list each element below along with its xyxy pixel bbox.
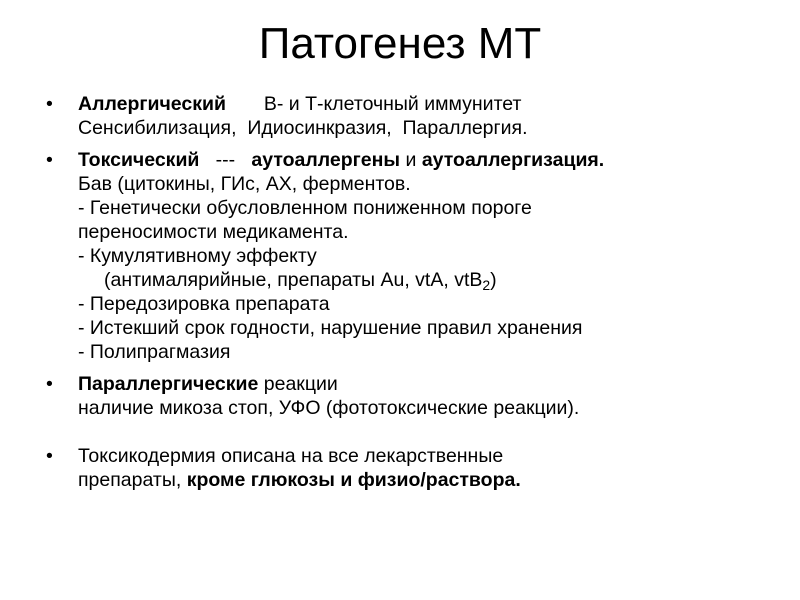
bullet-icon: • — [46, 93, 53, 115]
toxic-line-6-main: (антималярийные, препараты Au, vtA, vtB — [104, 269, 483, 291]
bullet-icon: • — [46, 445, 53, 467]
list-item-allergic — [40, 92, 780, 140]
allergic-label: Аллергический — [78, 93, 226, 115]
toxic-line-1 — [78, 148, 780, 172]
paraallergic-line-1 — [78, 372, 780, 396]
toxic-line-7: - Передозировка препарата — [78, 293, 330, 315]
slide-content — [40, 92, 780, 500]
paraallergic-label: Параллергические — [78, 373, 259, 395]
toxic-line-4: переносимости медикамента. — [78, 221, 349, 243]
toxicoderma-line-2 — [78, 468, 780, 492]
bullet-icon: • — [46, 149, 53, 171]
bullet-icon: • — [46, 373, 53, 395]
toxic-line-6-end: ) — [490, 269, 497, 291]
slide-title: Патогенез МТ — [258, 19, 542, 68]
toxic-line-5: - Кумулятивному эффекту — [78, 245, 317, 267]
list-item-toxic — [40, 148, 780, 364]
toxic-line-6-subscript: 2 — [482, 277, 491, 293]
toxic-term-autoallergens: аутоаллергены — [251, 149, 401, 171]
toxic-label: Токсический — [78, 149, 200, 171]
list-item-toxicoderma — [40, 444, 780, 492]
toxic-separator: --- — [199, 149, 252, 171]
toxicoderma-line-1: Токсикодермия описана на все лекарственные — [78, 445, 504, 467]
paraallergic-rest: реакции — [258, 373, 338, 395]
toxic-line-3: - Генетически обусловленном пониженном пороге — [78, 197, 532, 219]
allergic-line-1 — [78, 92, 780, 116]
toxic-and: и — [400, 149, 422, 171]
allergic-line-2: Сенсибилизация, Идиосинкразия, Параллергия. — [78, 117, 528, 139]
toxic-line-9: - Полипрагмазия — [78, 341, 231, 363]
allergic-immunity-text: В- и Т-клеточный иммунитет — [225, 93, 522, 115]
toxic-line-8: - Истекший срок годности, нарушение правил хранения — [78, 317, 583, 339]
toxicoderma-exception: кроме глюкозы и физио/раствора. — [186, 469, 521, 491]
list-item-paraallergic — [40, 372, 780, 420]
paraallergic-line-2: наличие микоза стоп, УФО (фототоксические реакции). — [78, 397, 580, 419]
toxic-term-autoallergization: аутоаллергизация. — [421, 149, 605, 171]
toxic-line-2: Бав (цитокины, ГИс, АХ, ферментов. — [78, 173, 411, 195]
toxicoderma-line-2-start: препараты, — [78, 469, 187, 491]
toxic-line-6 — [78, 268, 780, 292]
